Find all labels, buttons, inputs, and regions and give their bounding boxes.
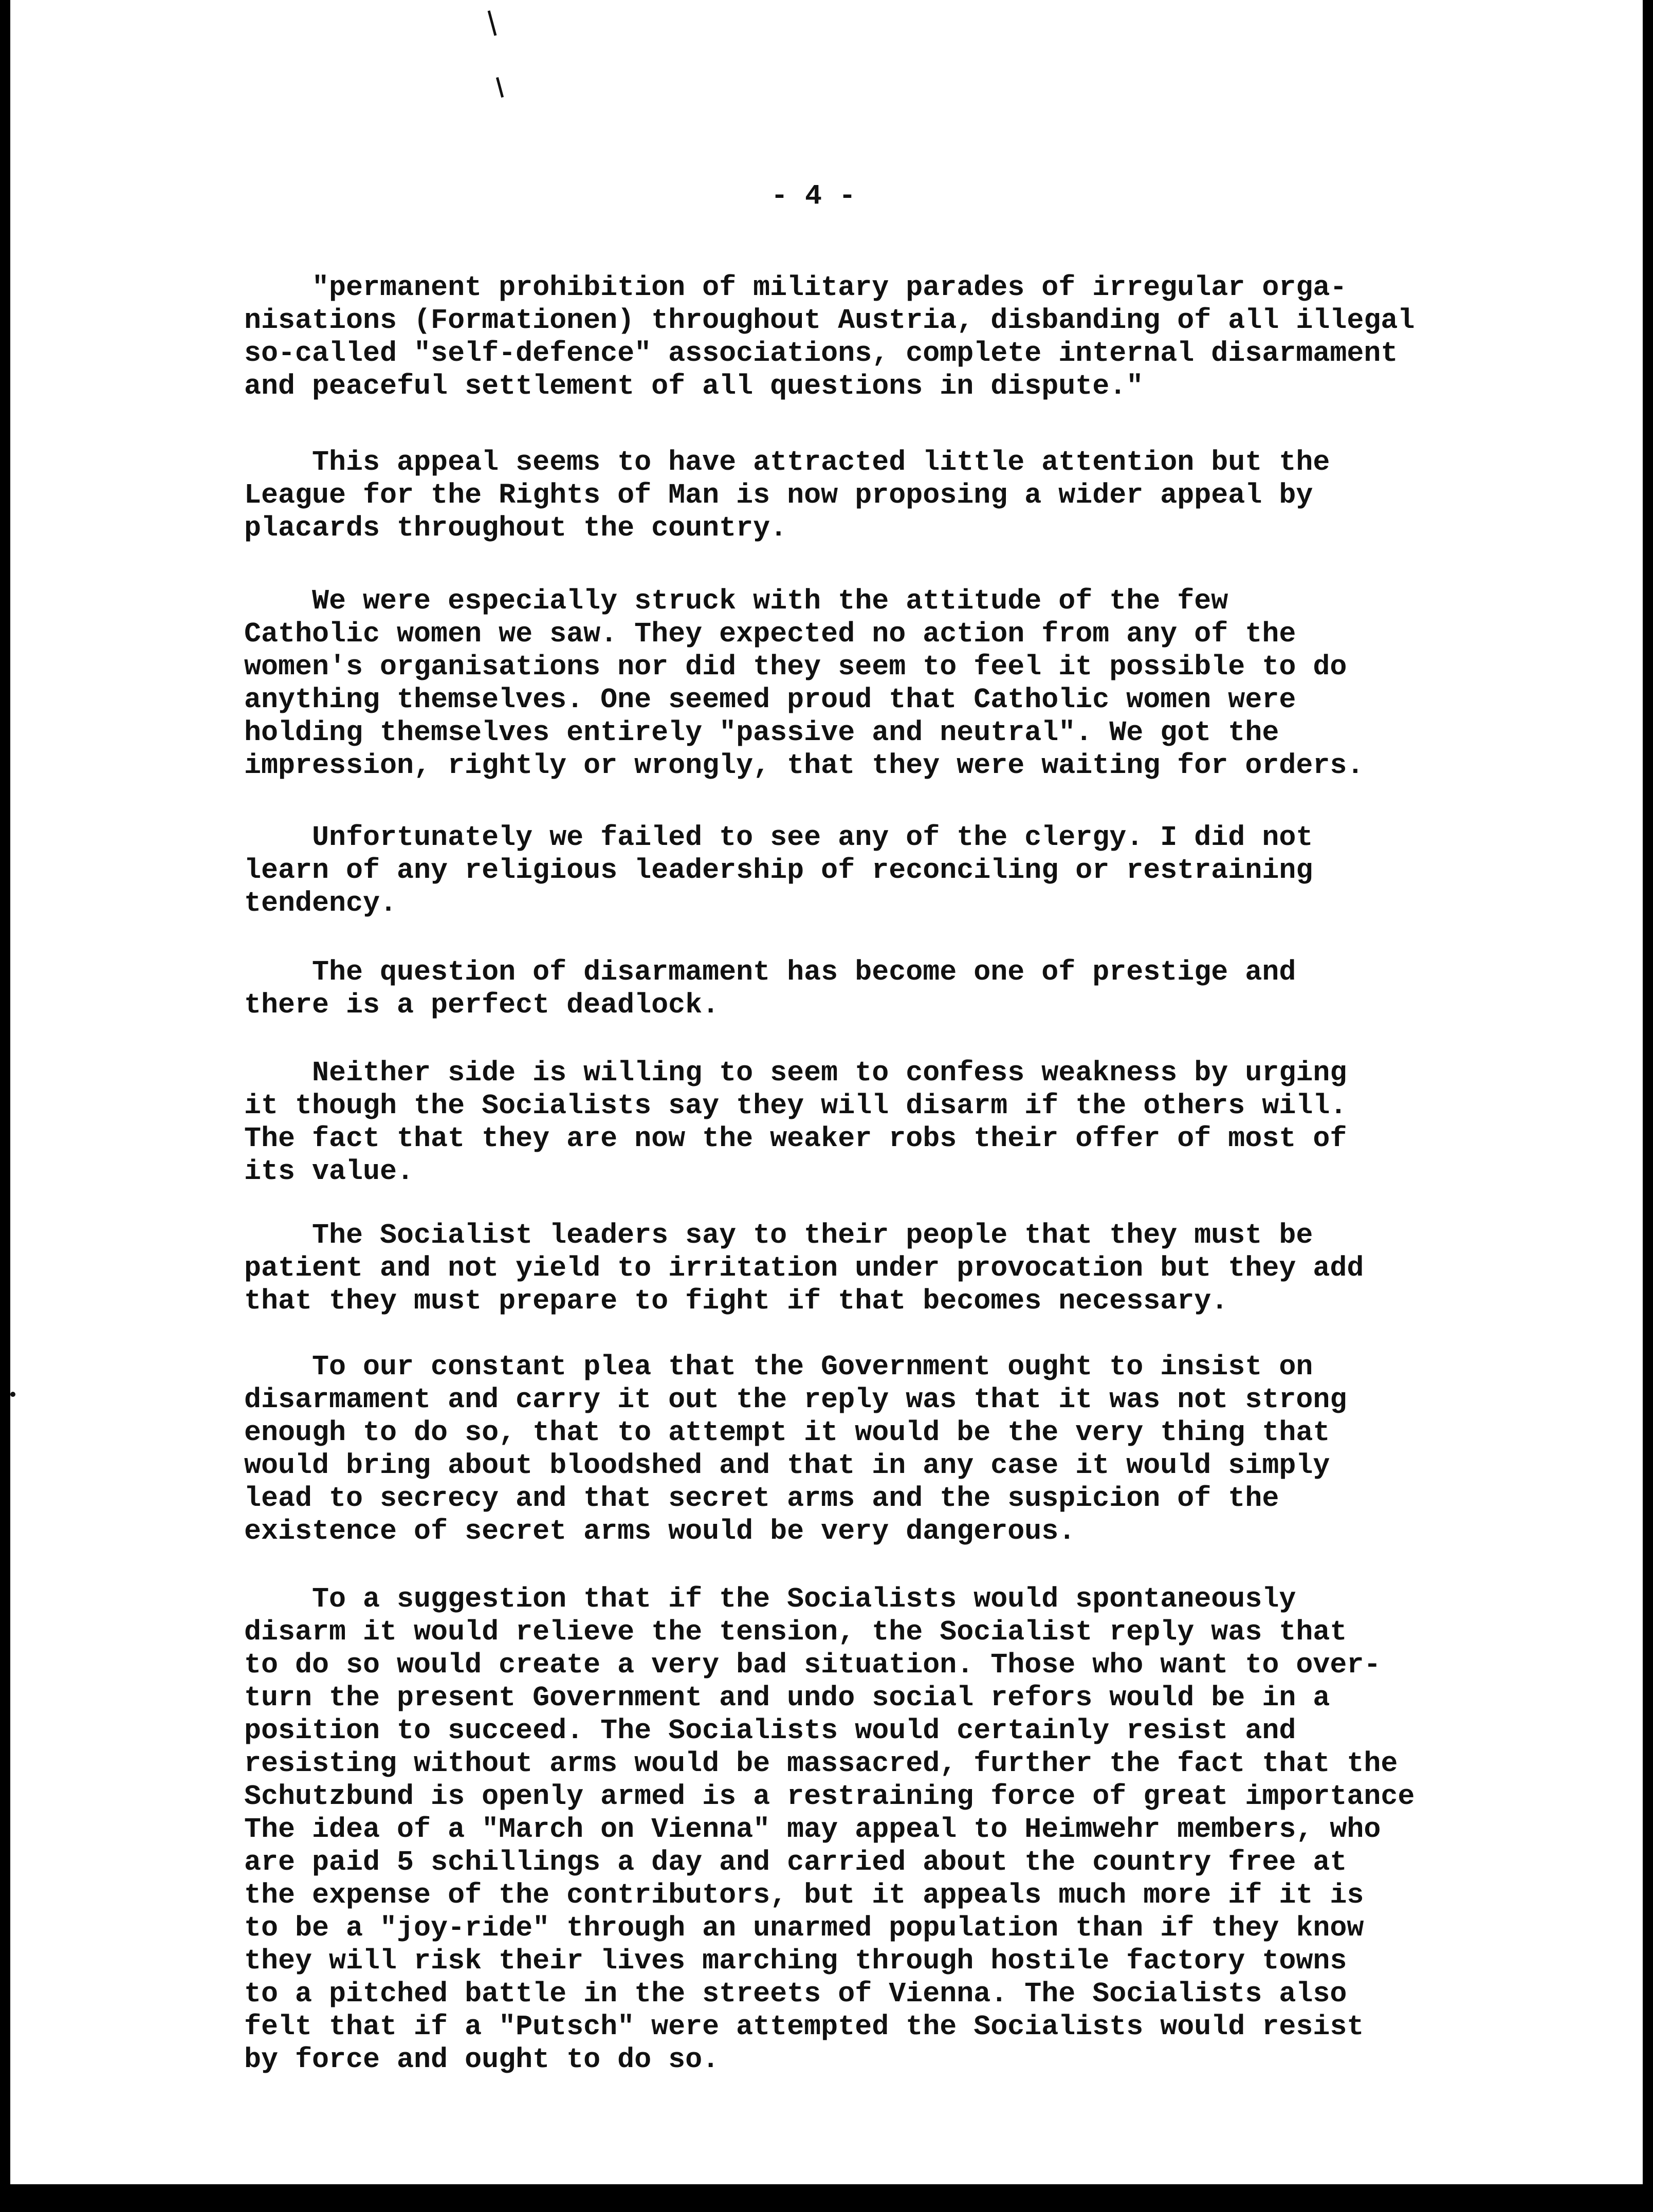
text-line: Schutzbund is openly armed is a restraining force of great importance xyxy=(244,1780,1415,1813)
text-line: disarmament and carry it out the reply was that it was not strong xyxy=(244,1384,1347,1416)
text-line: to a pitched battle in the streets of Vienna. The Socialists also xyxy=(244,1978,1347,2010)
text-line: women's organisations nor did they seem to feel it possible to do xyxy=(244,651,1347,683)
paragraph-9 xyxy=(244,1583,1415,2076)
text-line: Catholic women we saw. They expected no action from any of the xyxy=(244,618,1296,650)
text-line: patient and not yield to irritation under provocation but they add xyxy=(244,1252,1364,1284)
text-line: to do so would create a very bad situation. Those who want to over- xyxy=(244,1649,1381,1681)
paragraph-2 xyxy=(244,446,1330,545)
text-line: existence of secret arms would be very dangerous. xyxy=(244,1515,1076,1547)
text-line: there is a perfect deadlock. xyxy=(244,989,720,1021)
text-line: holding themselves entirely "passive and neutral". We got the xyxy=(244,716,1279,749)
text-line: nisations (Formationen) throughout Austria, disbanding of all illegal xyxy=(244,304,1415,337)
text-line: turn the present Government and undo social refors would be in a xyxy=(244,1682,1330,1714)
paragraph-1 xyxy=(244,271,1415,403)
text-line: learn of any religious leadership of reconciling or restraining xyxy=(244,854,1313,887)
paragraph-7 xyxy=(244,1219,1364,1318)
text-line: position to succeed. The Socialists would certainly resist and xyxy=(244,1715,1296,1747)
text-line: disarm it would relieve the tension, the Socialist reply was that xyxy=(244,1616,1347,1648)
text-line: and peaceful settlement of all questions in dispute." xyxy=(244,370,1144,402)
text-line: anything themselves. One seemed proud that Catholic women were xyxy=(244,684,1296,716)
scan-bottom-edge xyxy=(0,2184,1653,2212)
text-line: resisting without arms would be massacred, further the fact that the xyxy=(244,1747,1398,1780)
paragraph-6 xyxy=(244,1057,1347,1188)
page-number: - 4 - xyxy=(771,180,856,212)
text-line: to be a "joy-ride" through an unarmed population than if they know xyxy=(244,1912,1364,1944)
text-line: tendency. xyxy=(244,887,397,919)
paragraph-3 xyxy=(244,585,1364,782)
text-line: "permanent prohibition of military parades of irregular orga- xyxy=(244,271,1347,304)
text-line: The fact that they are now the weaker robs their offer of most of xyxy=(244,1122,1347,1155)
text-line: so-called "self-defence" associations, complete internal disarmament xyxy=(244,337,1398,370)
text-line: To our constant plea that the Government ought to insist on xyxy=(244,1351,1313,1383)
text-line: The idea of a "March on Vienna" may appeal to Heimwehr members, who xyxy=(244,1813,1381,1846)
text-line: We were especially struck with the attitude of the few xyxy=(244,585,1228,617)
text-line: they will risk their lives marching through hostile factory towns xyxy=(244,1945,1347,1977)
text-line: the expense of the contributors, but it appeals much more if it is xyxy=(244,1879,1364,1911)
text-line: it though the Socialists say they will disarm if the others will. xyxy=(244,1090,1347,1122)
text-line: that they must prepare to fight if that becomes necessary. xyxy=(244,1285,1228,1317)
text-line: enough to do so, that to attempt it would be the very thing that xyxy=(244,1416,1330,1449)
text-line: The Socialist leaders say to their people that they must be xyxy=(244,1219,1313,1251)
text-line: lead to secrecy and that secret arms and the suspicion of the xyxy=(244,1482,1279,1515)
paragraph-4 xyxy=(244,821,1313,920)
text-line: This appeal seems to have attracted little attention but the xyxy=(244,446,1330,478)
scan-dot xyxy=(10,1392,15,1397)
text-line: placards throughout the country. xyxy=(244,512,787,544)
text-line: League for the Rights of Man is now proposing a wider appeal by xyxy=(244,479,1313,511)
text-line: Unfortunately we failed to see any of the clergy. I did not xyxy=(244,821,1313,854)
paragraph-5 xyxy=(244,956,1296,1022)
text-line: are paid 5 schillings a day and carried about the country free at xyxy=(244,1846,1347,1878)
text-line: Neither side is willing to seem to confess weakness by urging xyxy=(244,1057,1347,1089)
text-line: impression, rightly or wrongly, that they were waiting for orders. xyxy=(244,749,1364,782)
text-line: To a suggestion that if the Socialists would spontaneously xyxy=(244,1583,1296,1615)
text-line: by force and ought to do so. xyxy=(244,2043,720,2076)
text-line: felt that if a "Putsch" were attempted the Socialists would resist xyxy=(244,2011,1364,2043)
text-line: its value. xyxy=(244,1155,414,1188)
paragraph-8 xyxy=(244,1351,1347,1548)
text-line: The question of disarmament has become one of prestige and xyxy=(244,956,1296,988)
text-line: would bring about bloodshed and that in any case it would simply xyxy=(244,1449,1330,1482)
